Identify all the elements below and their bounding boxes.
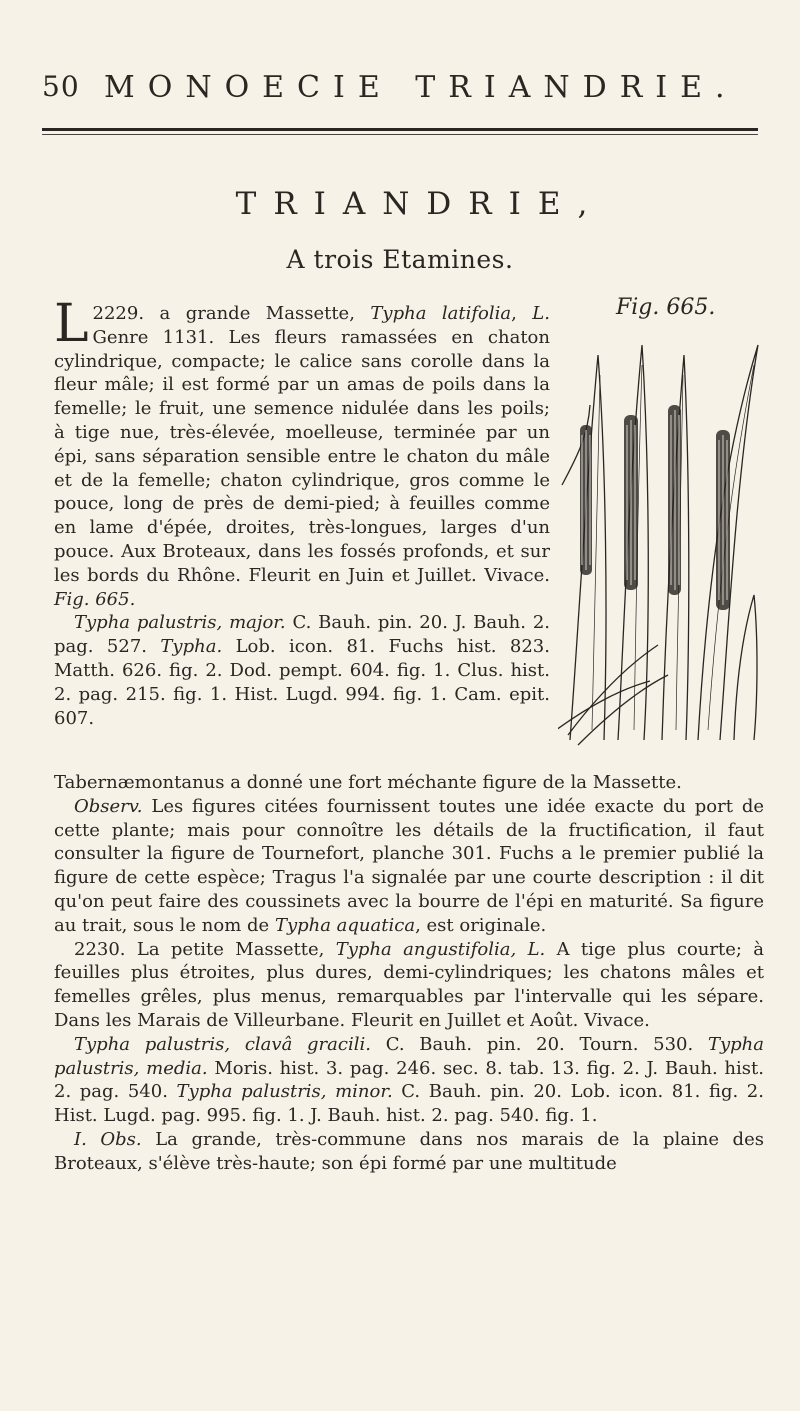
entry-2229-column bbox=[54, 294, 550, 730]
observation-text-end: , est originale. bbox=[415, 914, 547, 936]
synonym-name: Typha. bbox=[160, 636, 223, 658]
observation-prefix: I. bbox=[74, 1128, 87, 1150]
figure-reference: Fig. 665. bbox=[54, 588, 136, 610]
figure-665 bbox=[558, 295, 778, 765]
observation-latin-name: Typha aquatica bbox=[274, 914, 416, 936]
synonym-paragraph bbox=[54, 611, 550, 730]
synonym-name: Typha palustris, minor. bbox=[176, 1081, 393, 1103]
observation-text: Les figures citées fournissent toutes une idée exacte du port de cette plante; mais pour connoître les détails de la fructification, il faut consulter la figure de Tournefort, planche 301. Fuchs a le premier publié la figure de cette espèce; Tragus l'a signalée par une courte description : il dit qu'on peut faire des coussinets avec la bourre de l'épi en maturité. Sa figure au trait, sous le nom de bbox=[54, 795, 764, 936]
running-head bbox=[42, 70, 758, 110]
synonym-name: Typha palustris, major. bbox=[74, 612, 286, 634]
synonym-paragraph bbox=[54, 1033, 764, 1128]
section-title: TRIANDRIE, bbox=[235, 186, 605, 222]
observation-paragraph bbox=[54, 795, 764, 938]
synonym-name: Typha palustris, clavâ gracili. bbox=[74, 1033, 371, 1055]
observation-label: Obs. bbox=[100, 1128, 142, 1150]
observation-paragraph bbox=[54, 1128, 764, 1176]
section-subtitle: A trois Etamines. bbox=[286, 245, 514, 274]
latin-name: Typha latifolia bbox=[370, 303, 512, 324]
entry-lead: La petite Massette, bbox=[136, 938, 325, 960]
synonym-citation: C. Bauh. pin. 20. Lob. icon. 81. fig. 2. Hist. Lugd. pag. 995. fig. 1. J. Bauh. hist. 2. pag. 540. fig. 1. bbox=[54, 1081, 764, 1127]
running-title: MONOECIE TRIANDRIE. bbox=[104, 70, 738, 105]
observation-text: La grande, très-commune dans nos marais de la plaine des Broteaux, s'élève très-haute; son épi formé par une multitude bbox=[54, 1128, 764, 1174]
synonym-citation: C. Bauh. pin. 20. J. Bauh. 2. pag. 527. bbox=[54, 612, 550, 658]
entry-lead: a grande Massette, bbox=[159, 303, 355, 324]
entry-continuation-column bbox=[54, 771, 764, 1176]
entry-description: Genre 1131. Les fleurs ramassées en chaton cylindrique, compacte; le calice sans corolle dans la fleur mâle; il est formé par un amas de poils dans la femelle; le fruit, une semence nidulée dans les poils; à tige nue, très-élevée, moelleuse, terminée par un épi, sans séparation sensible entre le chaton du mâle et de la femelle; chaton cylindrique, gros comme le pouce, long de près de demi-pied; à feuilles comme en lame d'épée, droites, très-longues, larges d'un pouce. Aux Broteaux, dans les fossés profonds, et sur les bords du Rhône. Fleurit en Juin et Juillet. Vivace. bbox=[54, 326, 550, 586]
header-rule-thin bbox=[42, 134, 758, 135]
observation-label: Observ. bbox=[74, 795, 143, 817]
drop-capital: L bbox=[54, 294, 89, 354]
synonym-note: Tabernæmontanus a donné une fort méchante figure de la Massette. bbox=[54, 772, 682, 793]
synonym-citation: Lob. icon. 81. Fuchs hist. 823. Matth. 626. fig. 2. Dod. pempt. 604. fig. 1. Clus. hist. 2. pag. 215. fig. 1. Hist. Lugd. 994. fig. 1. Cam. epit. 607. bbox=[54, 636, 550, 729]
synonym-citation: C. Bauh. pin. 20. Tourn. 530. bbox=[385, 1033, 694, 1055]
header-rule-thick bbox=[42, 128, 758, 131]
page-number: 50 bbox=[42, 70, 80, 103]
figure-label: Fig. 665. bbox=[616, 295, 716, 320]
latin-name: Typha angustifolia, L. bbox=[335, 938, 546, 960]
entry-2229-paragraph: 2229. L a grande Massette, Typha latifolia, L. Genre 1131. Les fleurs ramassées en chaton cylindrique, compacte; le calice sans corolle dans la fleur mâle; il est formé par un amas de poils dans la femelle; le fruit, une semence nidulée dans les poils; à tige nue, très-élevée, moelleuse, terminée par un épi, sans séparation sensible entre le chaton du mâle et de la femelle; chaton cylindrique, gros comme le pouce, long de près de demi-pied; à feuilles comme en lame d'épée, droites, très-longues, larges d'un pouce. Aux Broteaux, dans les fossés profonds, et sur les bords du Rhône. Fleurit en Juin et Juillet. Vivace. Fig. 665. bbox=[54, 294, 550, 610]
typha-plant-illustration bbox=[558, 335, 778, 755]
entry-number: 2230. bbox=[74, 938, 126, 960]
author-abbrev: L. bbox=[532, 303, 550, 324]
entry-2230-paragraph bbox=[54, 938, 764, 1033]
synonym-name: Typha palustris, media. bbox=[54, 1033, 764, 1079]
synonym-citation: Moris. hist. 3. pag. 246. sec. 8. tab. 13. fig. 2. J. Bauh. hist. 2. pag. 540. bbox=[54, 1057, 764, 1103]
entry-number: 2229. bbox=[92, 303, 145, 324]
entry-description: A tige plus courte; à feuilles plus étroites, plus dures, demi-cylindriques; les chatons mâles et femelles grêles, plus menus, remarquables par l'intervalle qui les sépare. Dans les Marais de Villeurbane. Fleurit en Juillet et Août. Vivace. bbox=[54, 938, 764, 1031]
